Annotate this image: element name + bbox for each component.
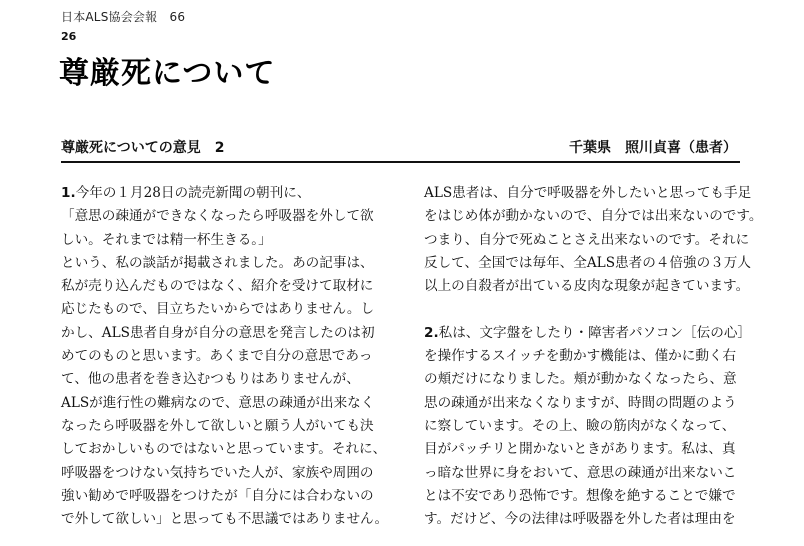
text-line: を操作するスイッチを動かす機能は、僅かに動く右 (424, 348, 737, 365)
page-number: 26 (61, 30, 77, 43)
text-line: ALSが進行性の難病なので、意思の疎通が出来なく (61, 394, 375, 411)
text-line: 以上の自殺者が出ている皮肉な現象が起きています。 (424, 278, 750, 295)
text-line: 「意思の疎通ができなくなったら呼吸器を外して欲 (61, 208, 374, 225)
header-divider (61, 161, 740, 163)
text-line: しておかしいものではないと思っています。それに、 (61, 441, 387, 458)
left-column (61, 182, 391, 531)
text-line: で外して欲しい」と思っても不思議ではありません。 (61, 511, 389, 528)
text-line-content: 今年の１月28日の読売新聞の朝刊に、 (75, 185, 311, 201)
text-line: なったら呼吸器を外して欲しいと願う人がいても決 (61, 417, 374, 434)
text-line (61, 182, 391, 205)
text-line: 強い勧めで呼吸器をつけたが「自分には合わないの (61, 487, 374, 504)
text-line: す。だけど、今の法律は呼吸器を外した者は理由を (424, 511, 736, 528)
text-line: しい。それまでは精一杯生きる。」 (61, 231, 272, 248)
text-line: をはじめ体が動かないので、自分では出来ないのです。 (424, 208, 763, 225)
page-title: 尊厳死について (59, 56, 276, 91)
text-line: 目がパッチリと開かないときがあります。私は、真 (424, 441, 736, 458)
text-line: つまり、自分で死ぬことさえ出来ないのです。それに (424, 231, 750, 248)
paragraph-gap (424, 298, 744, 321)
text-line: 私が売り込んだものではなく、紹介を受けて取材に (61, 278, 374, 295)
text-line-content: 私は、文字盤をしたり・障害者パソコン［伝の心］ (438, 324, 752, 341)
text-line: て、他の患者を巻き込むつもりはありませんが、 (61, 371, 360, 388)
text-line: っ暗な世界に身をおいて、意思の疎通が出来ないこ (424, 464, 737, 481)
text-line: かし、ALS患者自身が自分の意思を発言したのは初 (61, 324, 375, 341)
text-line: の頬だけになりました。頬が動かなくなったら、意 (424, 371, 737, 388)
article-header (61, 137, 737, 157)
paragraph-number: 1. (61, 185, 76, 201)
article-subtitle: 尊厳死についての意見 2 (61, 140, 225, 156)
text-line: という、私の談話が掲載されました。あの記事は、 (61, 254, 374, 271)
paragraph-number: 2. (424, 324, 439, 341)
text-line: 応じたもので、目立ちたいからではありません。し (61, 301, 375, 318)
text-line: ALS患者は、自分で呼吸器を外したいと思っても手足 (424, 185, 752, 201)
text-line (424, 322, 752, 345)
text-line: に察しています。その上、瞼の筋肉がなくなって、 (424, 417, 736, 434)
text-line: 呼吸器をつけない気持ちでいた人が、家族や周囲の (61, 464, 374, 481)
text-line: とは不安であり恐怖です。想像を絶することで嫌で (424, 487, 736, 504)
right-column (424, 182, 763, 531)
text-line: めてのものと思います。あくまで自分の意思であっ (61, 348, 373, 365)
article-author: 千葉県 照川貞喜（患者） (569, 140, 737, 156)
text-line: 思の疎通が出来なくなりますが、時間の問題のよう (424, 394, 737, 411)
text-line: 反して、全国では毎年、全ALS患者の４倍強の３万人 (424, 254, 751, 271)
publication-header: 日本ALS協会会報 66 (61, 10, 186, 24)
